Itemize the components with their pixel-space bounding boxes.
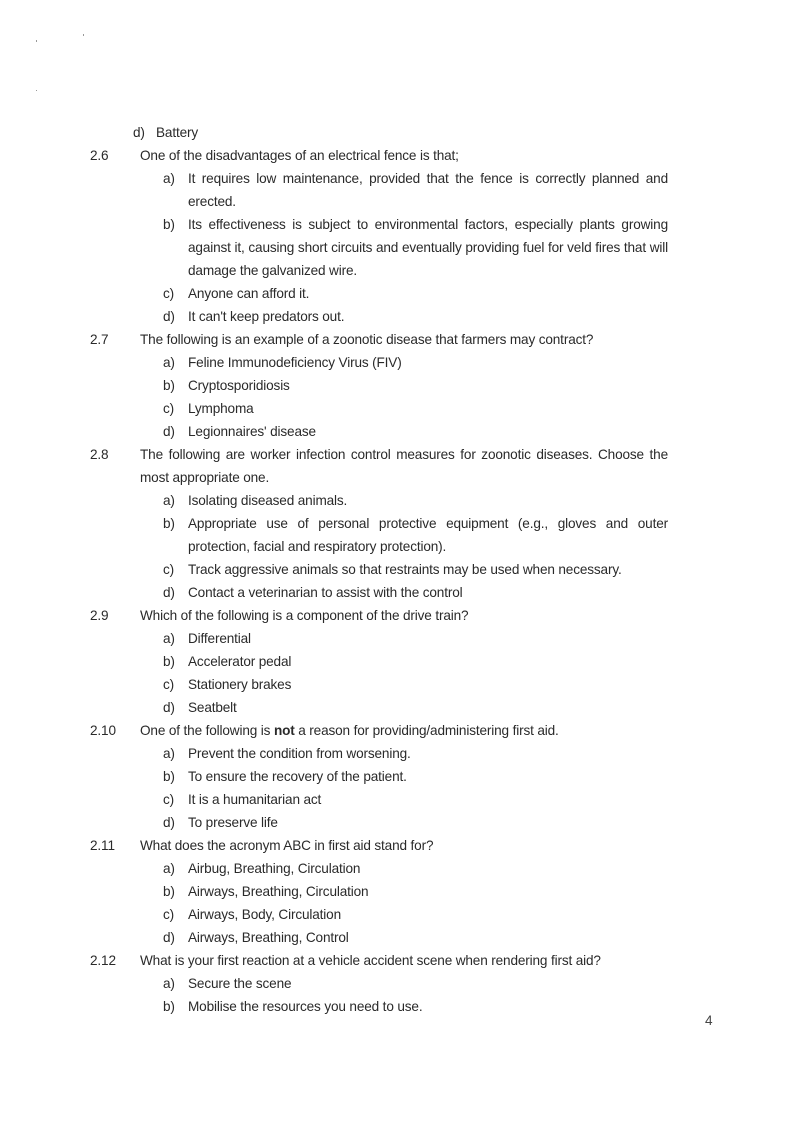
option-text: Differential: [188, 631, 251, 646]
option-text: Cryptosporidiosis: [188, 378, 290, 393]
question-number: 2.12: [90, 953, 116, 968]
option-text: Prevent the condition from worsening.: [188, 746, 411, 761]
option-letter: c): [163, 286, 175, 301]
option-text: Airways, Body, Circulation: [188, 907, 341, 922]
answer-option: [90, 420, 668, 443]
answer-option: [90, 351, 668, 374]
answer-option: [90, 627, 668, 650]
answer-option: [90, 673, 668, 696]
answer-option: [90, 972, 668, 995]
answer-option: [90, 489, 668, 512]
option-letter: a): [163, 493, 175, 508]
answer-option: [90, 926, 668, 949]
question-2-9: [90, 604, 668, 627]
question-text: The following is an example of a zoonotic disease that farmers may contract?: [140, 332, 594, 347]
option-text: Anyone can afford it.: [188, 286, 310, 301]
option-text: Airbug, Breathing, Circulation: [188, 861, 361, 876]
answer-option: [90, 765, 668, 788]
option-letter: b): [163, 217, 175, 232]
option-text: It is a humanitarian act: [188, 792, 322, 807]
question-text: What does the acronym ABC in first aid stand for?: [140, 838, 434, 853]
option-text: Lymphoma: [188, 401, 254, 416]
answer-option: [90, 374, 668, 397]
option-letter: b): [163, 516, 175, 531]
option-letter: b): [163, 769, 175, 784]
answer-option: [90, 857, 668, 880]
option-text: Stationery brakes: [188, 677, 292, 692]
answer-option: [90, 742, 668, 765]
answer-option: [90, 167, 668, 213]
question-number: 2.11: [90, 838, 115, 853]
scan-speck: [36, 90, 37, 91]
answer-option: [90, 305, 668, 328]
option-letter: b): [163, 378, 175, 393]
answer-option: [90, 558, 668, 581]
question-text: Which of the following is a component of the drive train?: [140, 608, 469, 623]
leading-option: [90, 121, 668, 144]
answer-option: [90, 282, 668, 305]
answer-option: [90, 903, 668, 926]
option-letter: a): [163, 355, 175, 370]
option-text: Feline Immunodeficiency Virus (FIV): [188, 355, 402, 370]
option-letter: d): [163, 815, 175, 830]
answer-option: [90, 397, 668, 420]
option-text: Secure the scene: [188, 976, 292, 991]
answer-option: [90, 581, 668, 604]
question-number: 2.8: [90, 447, 109, 462]
option-letter: a): [163, 976, 175, 991]
option-letter: b): [163, 654, 175, 669]
question-document: [90, 121, 668, 1018]
option-letter: a): [163, 171, 175, 186]
question-text-after: a reason for providing/administering first aid.: [294, 723, 559, 738]
option-text: Its effectiveness is subject to environmental factors, especially plants growing against it, causing short circuits and eventually providing fuel for veld fires that will damage the galvanized wire.: [188, 217, 668, 278]
answer-option: [90, 650, 668, 673]
option-text: Seatbelt: [188, 700, 237, 715]
option-letter: c): [163, 907, 175, 922]
question-2-10: [90, 719, 668, 742]
option-letter: c): [163, 401, 175, 416]
question-text-before: One of the following is: [140, 723, 274, 738]
answer-option: [90, 512, 668, 558]
option-text: Isolating diseased animals.: [188, 493, 348, 508]
question-2-12: [90, 949, 668, 972]
question-2-7: [90, 328, 668, 351]
option-text: To preserve life: [188, 815, 278, 830]
option-letter: a): [163, 746, 175, 761]
question-2-6: [90, 144, 668, 167]
question-text-emphasis: not: [273, 723, 295, 738]
option-text: Mobilise the resources you need to use.: [188, 999, 423, 1014]
scan-speck: [83, 34, 84, 36]
option-letter: d): [133, 125, 145, 140]
option-letter: b): [163, 999, 175, 1014]
option-text: Appropriate use of personal protective equipment (e.g., gloves and outer protection, facial and respiratory protection).: [188, 516, 668, 554]
question-number: 2.9: [90, 608, 109, 623]
question-text: The following are worker infection control measures for zoonotic diseases. Choose the most appropriate one.: [140, 447, 668, 485]
option-letter: c): [163, 677, 175, 692]
option-letter: a): [163, 631, 175, 646]
option-text: Battery: [156, 125, 199, 140]
option-letter: a): [163, 861, 175, 876]
option-text: Contact a veterinarian to assist with the control: [188, 585, 463, 600]
question-2-8: [90, 443, 668, 489]
question-list: [90, 144, 668, 1018]
option-letter: d): [163, 309, 175, 324]
answer-option: [90, 696, 668, 719]
answer-option: [90, 213, 668, 282]
question-number: 2.7: [90, 332, 109, 347]
page-number: 4: [705, 1013, 713, 1028]
option-text: Accelerator pedal: [188, 654, 292, 669]
answer-option: [90, 811, 668, 834]
question-number: 2.10: [90, 723, 116, 738]
option-letter: b): [163, 884, 175, 899]
option-text: To ensure the recovery of the patient.: [188, 769, 407, 784]
option-text: It requires low maintenance, provided that the fence is correctly planned and erected.: [188, 171, 668, 209]
question-text: [140, 719, 668, 742]
option-letter: d): [163, 700, 175, 715]
option-text: Airways, Breathing, Control: [188, 930, 349, 945]
option-letter: d): [163, 930, 175, 945]
question-text: What is your first reaction at a vehicle accident scene when rendering first aid?: [140, 953, 601, 968]
option-letter: c): [163, 792, 175, 807]
answer-option: [90, 788, 668, 811]
scan-speck: [36, 40, 37, 42]
option-text: It can't keep predators out.: [188, 309, 345, 324]
option-letter: d): [163, 424, 175, 439]
question-number: 2.6: [90, 148, 109, 163]
option-letter: d): [163, 585, 175, 600]
option-text: Track aggressive animals so that restraints may be used when necessary.: [188, 562, 622, 577]
answer-option: [90, 880, 668, 903]
answer-option: [90, 995, 668, 1018]
option-text: Legionnaires' disease: [188, 424, 316, 439]
question-text: One of the disadvantages of an electrical fence is that;: [140, 148, 459, 163]
question-2-11: [90, 834, 668, 857]
option-text: Airways, Breathing, Circulation: [188, 884, 369, 899]
option-letter: c): [163, 562, 175, 577]
